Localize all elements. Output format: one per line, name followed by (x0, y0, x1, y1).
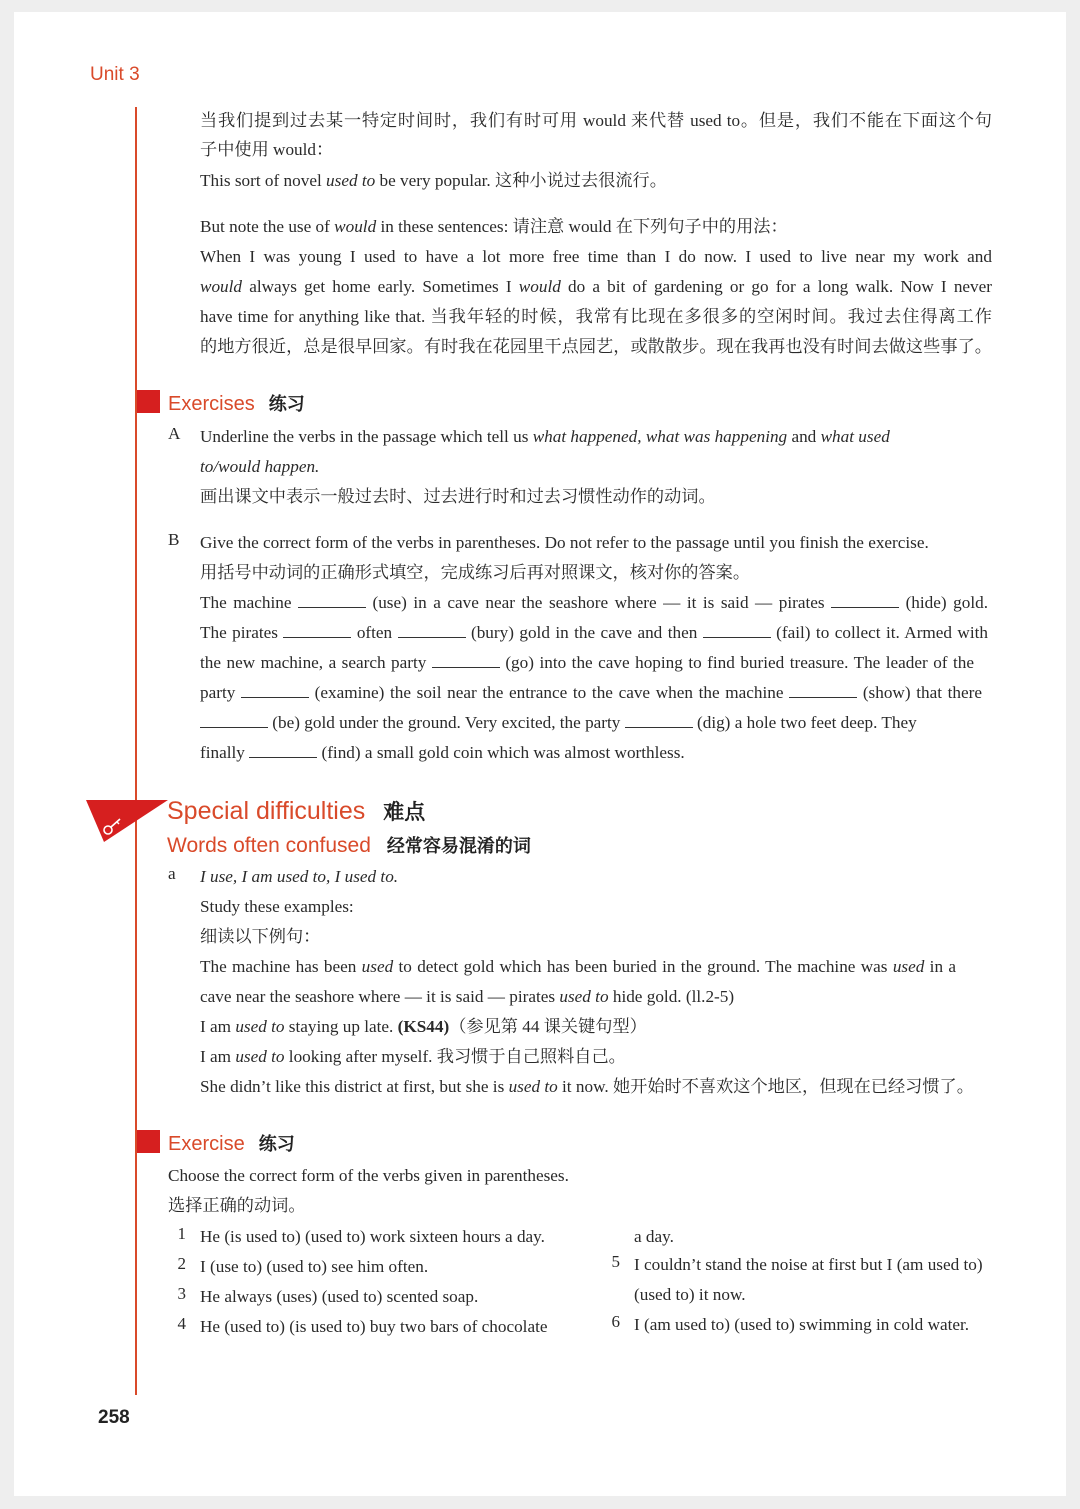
intro-line-2: 子中使用 would： (200, 140, 334, 159)
italic-run: used to (508, 1077, 558, 1096)
text-run: cave near the seashore where — it is said — pirates (200, 987, 560, 1006)
italic-run: used to (326, 171, 376, 190)
key-icon (86, 798, 168, 844)
italic-run: used to (235, 1047, 285, 1066)
special-difficulties-heading (167, 796, 425, 826)
exercise-b-line-2: 用括号中动词的正确形式填空，完成练习后再对照课文，核对你的答案。 (200, 563, 751, 582)
heading-zh: 经常容易混淆的词 (386, 836, 531, 856)
answer-blank[interactable] (283, 625, 351, 638)
exercise-item-continued: a day. (634, 1227, 674, 1246)
exercise-item: He (used to) (is used to) buy two bars of chocolate (200, 1317, 548, 1336)
italic-run: used to (559, 987, 609, 1006)
margin-rule (135, 107, 137, 1395)
item-number: 6 (611, 1312, 620, 1331)
italic-run: used to (235, 1017, 285, 1036)
exercise-instruction: Choose the correct form of the verbs given in parentheses. (168, 1166, 569, 1185)
text-run: (be) gold under the ground. Very excited, the party (268, 713, 625, 732)
intro-para-line-2 (200, 272, 992, 302)
text-run: be very popular. 这种小说过去很流行。 (375, 171, 667, 190)
exercise-item: I (am used to) (used to) swimming in cold water. (634, 1315, 970, 1334)
page-number: 258 (98, 1407, 130, 1428)
text-run: in a (924, 957, 957, 976)
intro-example (200, 166, 667, 196)
text-run: the new machine, a search party (200, 653, 432, 672)
exercise-b-text-line-4 (200, 678, 982, 708)
italic-run: I use, I am used to, I used to. (200, 867, 399, 886)
exercise-b-text-line-5 (200, 708, 917, 738)
text-run: and (787, 427, 821, 446)
italic-run: would (518, 277, 561, 296)
example-line-4 (200, 1042, 626, 1072)
intro-para-line-3: have time for anything like that. 当我年轻的时候，我常有比现在多很多的空闲时间。我过去住得离工作 (200, 307, 992, 326)
text-run: But note the use of (200, 217, 335, 236)
text-run: (show) that there (857, 683, 982, 702)
answer-blank[interactable] (432, 655, 500, 668)
text-run: always get home early. Sometimes I (242, 277, 519, 296)
example-line-5 (200, 1072, 974, 1102)
text-run: to detect gold which has been buried in the ground. The machine was (393, 957, 893, 976)
text-run: finally (200, 743, 250, 762)
exercise-b-letter: B (168, 530, 180, 549)
example-line-1 (200, 952, 956, 982)
item-number: 4 (177, 1314, 186, 1333)
exercise-item-continued: (used to) it now. (634, 1285, 746, 1304)
intro-para-line-4: 的地方很近，总是很早回家。有时我在花园里干点园艺，或散散步。现在我再也没有时间去做这些事了。 (200, 337, 992, 356)
italic-run: would (200, 277, 243, 296)
text-run: often (351, 623, 398, 642)
answer-blank[interactable] (398, 625, 466, 638)
exercise-b-text-line-3 (200, 648, 974, 678)
item-number: 3 (177, 1284, 186, 1303)
example-line-3 (200, 1012, 647, 1042)
section-marker (137, 1130, 160, 1153)
heading-zh: 练习 (268, 394, 305, 414)
section-marker (137, 390, 160, 413)
answer-blank[interactable] (703, 625, 771, 638)
exercises-heading (168, 390, 305, 416)
heading-zh: 难点 (383, 801, 426, 824)
exercise-b-line-1: Give the correct form of the verbs in parentheses. Do not refer to the passage until you finish the exercise. (200, 533, 929, 552)
text-run: （参见第 44 课关键句型） (449, 1017, 647, 1036)
intro-note (200, 212, 788, 242)
intro-line-1: 当我们提到过去某一特定时间时，我们有时可用 would 来代替 used to。但是，我们不能在下面这个句 (200, 111, 992, 130)
text-run: (fail) to collect it. Armed with (770, 623, 988, 642)
exercise-item: He always (uses) (used to) scented soap. (200, 1287, 479, 1306)
text-run: She didn’t like this district at first, but she is (200, 1077, 509, 1096)
exercise-a-line-2 (200, 452, 319, 482)
text-run: I am (200, 1047, 236, 1066)
answer-blank[interactable] (241, 685, 309, 698)
section-a-heading (200, 862, 398, 892)
text-run: (find) a small gold coin which was almost worthless. (317, 743, 685, 762)
italic-run: would (334, 217, 377, 236)
text-run: I am (200, 1017, 236, 1036)
exercise-a-letter: A (168, 424, 181, 443)
italic-run: to/would happen. (200, 457, 320, 476)
text-run: (dig) a hole two feet deep. They (692, 713, 917, 732)
exercise-b-text-line-6 (200, 738, 685, 768)
text-run: The machine has been (200, 957, 362, 976)
item-number: 1 (177, 1224, 186, 1243)
section-a-letter: a (168, 864, 176, 883)
exercise-item: He (is used to) (used to) work sixteen hours a day. (200, 1227, 545, 1246)
item-number: 5 (611, 1252, 620, 1271)
heading-zh: 练习 (258, 1134, 295, 1154)
text-run: (examine) the soil near the entrance to the cave when the machine (308, 683, 790, 702)
exercise-heading (168, 1130, 295, 1156)
answer-blank[interactable] (625, 715, 693, 728)
heading-en: Exercise (168, 1133, 245, 1155)
item-number: 2 (177, 1254, 186, 1273)
text-run: (hide) gold. (899, 593, 988, 612)
answer-blank[interactable] (200, 715, 268, 728)
text-run: (bury) gold in the cave and then (465, 623, 703, 642)
text-run: hide gold. (ll.2-5) (608, 987, 735, 1006)
study-label-zh: 细读以下例句： (200, 927, 321, 946)
example-line-2 (200, 982, 734, 1012)
words-confused-heading (167, 832, 531, 858)
text-run: Underline the verbs in the passage which tell us (200, 427, 533, 446)
exercise-a-line-1 (200, 422, 890, 452)
bold-run: (KS44) (397, 1017, 450, 1036)
exercise-item: I (use to) (used to) see him often. (200, 1257, 429, 1276)
exercise-item: I couldn’t stand the noise at first but I (am used to) (634, 1255, 983, 1274)
text-run: This sort of novel (200, 171, 327, 190)
answer-blank[interactable] (249, 745, 317, 758)
heading-en: Special difficulties (167, 797, 366, 825)
exercise-a-line-3: 画出课文中表示一般过去时、过去进行时和过去习惯性动作的动词。 (200, 487, 716, 506)
exercise-b-text-line-1 (200, 588, 988, 618)
text-run: party (200, 683, 241, 702)
heading-en: Words often confused (167, 834, 371, 857)
textbook-page (14, 12, 1066, 1496)
answer-blank[interactable] (298, 595, 366, 608)
heading-en: Exercises (168, 393, 255, 415)
exercise-b-text-line-2 (200, 618, 988, 648)
text-run: looking after myself. 我习惯于自己照料自己。 (284, 1047, 626, 1066)
italic-run: used (892, 957, 925, 976)
italic-run: used (361, 957, 394, 976)
unit-label: Unit 3 (90, 64, 140, 85)
italic-run: what happened, what was happening (532, 427, 788, 446)
answer-blank[interactable] (789, 685, 857, 698)
text-run: The pirates (200, 623, 284, 642)
exercise-instruction-zh: 选择正确的动词。 (168, 1196, 306, 1215)
answer-blank[interactable] (831, 595, 899, 608)
text-run: it now. 她开始时不喜欢这个地区，但现在已经习惯了。 (557, 1077, 974, 1096)
text-run: (use) in a cave near the seashore where — it is said — pirates (365, 593, 832, 612)
text-run: staying up late. (284, 1017, 398, 1036)
text-run: in these sentences: 请注意 would 在下列句子中的用法： (376, 217, 788, 236)
text-run: do a bit of gardening or go for a long walk. Now I never (560, 277, 992, 296)
study-label: Study these examples: (200, 897, 354, 916)
italic-run: what used (820, 427, 890, 446)
text-run: The machine (200, 593, 298, 612)
text-run: (go) into the cave hoping to find buried treasure. The leader of the (499, 653, 975, 672)
intro-para-line-1: When I was young I used to have a lot more free time than I do now. I used to live near my work and (200, 247, 992, 266)
